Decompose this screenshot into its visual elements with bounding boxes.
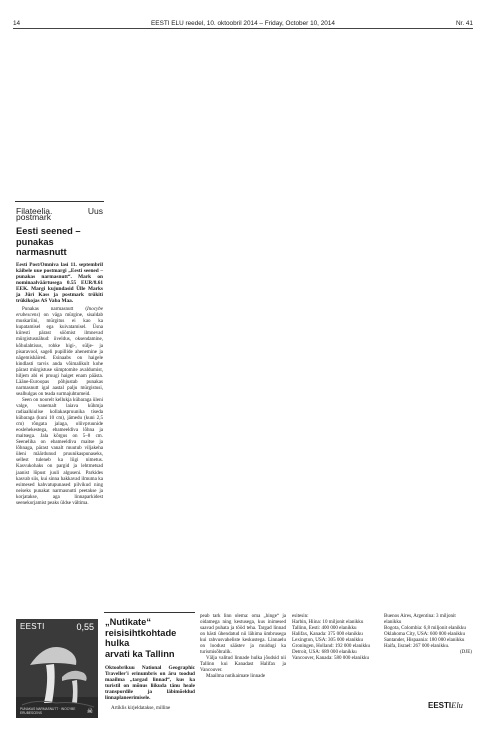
stamp-caption: PUNAKAS NARMASNUTT · INOCYBE ERUBESCENS <box>20 707 76 715</box>
eesti-elu-logo <box>428 700 463 710</box>
nutikate-col1 <box>105 617 195 711</box>
article-paragraph: Maailma nutikaimate linnade <box>206 673 266 680</box>
list-item: Buenos Aires, Argentina: 3 miljonit elanikku <box>384 613 456 626</box>
philately-article <box>16 208 103 506</box>
latin-name: Inocybe erubescens <box>16 306 103 319</box>
list-intro: esitesin: <box>292 613 309 619</box>
section-rule <box>104 612 195 613</box>
article-paragraph: Välja valitud linnade hulka jõudsid nii Tallinn kui Kanadast Halifax ja Vancouver. <box>200 655 286 674</box>
list-item: Groningen, Holland: 192 000 elanikku <box>292 643 371 650</box>
city-list-1 <box>292 619 377 661</box>
nutikate-title-line1: „Nutikate“ <box>105 617 151 627</box>
stamp-country: EESTI <box>20 622 45 631</box>
list-item: Halifax, Kanada: 375 000 elanikku <box>292 631 363 638</box>
paragraph-text: Punakas narmasnutt ( <box>22 306 88 313</box>
masthead-line: EESTI ELU reedel, 10. oktoobril 2014 – Friday, October 10, 2014 <box>151 20 335 27</box>
list-item: Tallinn, Eesti: 400 000 elanikku <box>292 625 357 632</box>
stamp-value: 0,55 <box>76 622 94 632</box>
article-title <box>16 226 103 258</box>
section-rule <box>15 201 104 202</box>
page-header <box>13 18 473 29</box>
list-item: Bogota, Colombia: 6,8 miljonit elanikku <box>384 625 466 632</box>
mushroom-illustration <box>16 619 98 718</box>
list-item: Vancouver, Kanada: 580 000 elanikku <box>292 655 370 662</box>
section-label: Filateelia. Uus postmark <box>16 206 103 223</box>
list-item: Lexington, USA: 305 000 elanikku <box>292 637 364 644</box>
city-list-2 <box>384 613 472 649</box>
article-paragraph <box>16 306 103 397</box>
list-item: Haifa, Iisrael: 267 000 elanikku. <box>384 643 450 650</box>
logo-text: EESTI <box>428 701 452 710</box>
list-item: Santander, Hispaania: 180 000 elanikku <box>384 637 465 644</box>
article-title-line2: punakas narmasnutt <box>16 236 67 258</box>
article-lead: Eesti Post/Omniva lasi 11. septembril käibele uue postmargi „Eesti seened – punakas narmasnutt“. Mark on nominaalväärtusega 0.55 EUR/8.61 EEK. Margi kujundasid Ülle Marks ja Jüri Kass ja postmark trükiti trükikojas AS Vaba Maa. <box>16 261 103 305</box>
author-signature: (DJE) <box>459 649 472 656</box>
list-item: Detroit, USA: 689 000 elanikku <box>292 649 357 656</box>
nutikate-col2 <box>200 613 286 680</box>
nutikate-lead: Oktoobrikuu National Geographic Traveller'i erinumbris on äru toodud maailma „targad linnad“, kus ka turistil on mõnus liikuda tänu heale transpordile ja läbimõeldud linnaplaneerimisele. <box>105 665 195 702</box>
list-item: Harbin, Hiina: 10 miljonit elanikku <box>292 619 364 626</box>
page-number: 14 <box>13 20 21 27</box>
paragraph-text: ) on väga mürgine, sisaldab muskariini, mürgitus ei kao ka kupatamisel ega kuivatamisel. Üsna kiiresti pärast söömist ilmnevad mürgistusnähud: iiveldus, oksendamine, kõhulahtisus, rohke higi-, sülje- ja pisaravool, sageli pupillide ahenemine ja nägemishäired. Esinaabs on haigele kindlasti tarvis anda võimalikult kohe pärast mürgistuse sümptomite avaldumist, hiljem abi ei pruugi haiget enam päästa. Lääne-Euroopas põhjustab punakas narmasnutt igal aastal palju mürgistusi, sealhulgas on teada surmajuhtumeid. <box>16 312 103 397</box>
nutikate-title-line3: arvati ka Tallinn <box>105 648 175 659</box>
issue-number: Nr. 41 <box>455 20 473 27</box>
article-paragraph: Seen on noorelt kellukja kübaraga üleni valge, vanemalt laiava kühmja radiaalkiulise kollakaspruunika tiseda kübaraga (kuni 10 cm), jämedu (kuni 2,5 cm) rõngata jalaga, oliivpruunide eoslehekestega, ebameeldiva lõhna ja maitsega. Jala kõrgus on 5–8 cm. Seeneliha on ebameeldiva maitse ja lõhnaga, pärast vanalt muutub viljakeha üleni määrdunud pruunikaspunaseks, sellest tuleneb ka liigi nimetus. Kasvukohaks on pargid ja lehtmetsad jaanist lõpust juuli alguseni. Parkides kasvab siis, kui sinna hakkavad ilmuma ka esimesed kahvatupunased pilvikud ning neiseks punakat narmasnutti peetakse ja korjatakse, aga linnaparkidest seenekorjamist peaks üldse vältima. <box>16 396 103 506</box>
nutikate-col4 <box>384 613 472 655</box>
skull-icon: ☠ <box>86 707 93 715</box>
nutikate-title-line2: reisisihtkohtade hulka <box>105 627 177 648</box>
stamp-image <box>16 619 98 718</box>
article-paragraph: Artiklis kirjeldatakse, milline <box>111 704 171 711</box>
nutikate-title <box>105 617 195 659</box>
nutikate-col3 <box>292 613 377 661</box>
article-paragraph: peab tark linn olema: oma „hinge“ ja oidamega ning kestusega, kus inimesed saavad puhata ja tööd teha. Targad linnad on hästi ühendatud nii lähima ümbrusega kui rahvusvaheliste keskustega. Linnaelu on loodust säästev ja muidugi ka turismisõbralik. <box>200 613 286 656</box>
logo-script: Elu <box>451 700 463 710</box>
article-title-line1: Eesti seened – <box>16 226 81 237</box>
list-item: Oklahoma City, USA: 600 000 elanikku <box>384 631 465 638</box>
